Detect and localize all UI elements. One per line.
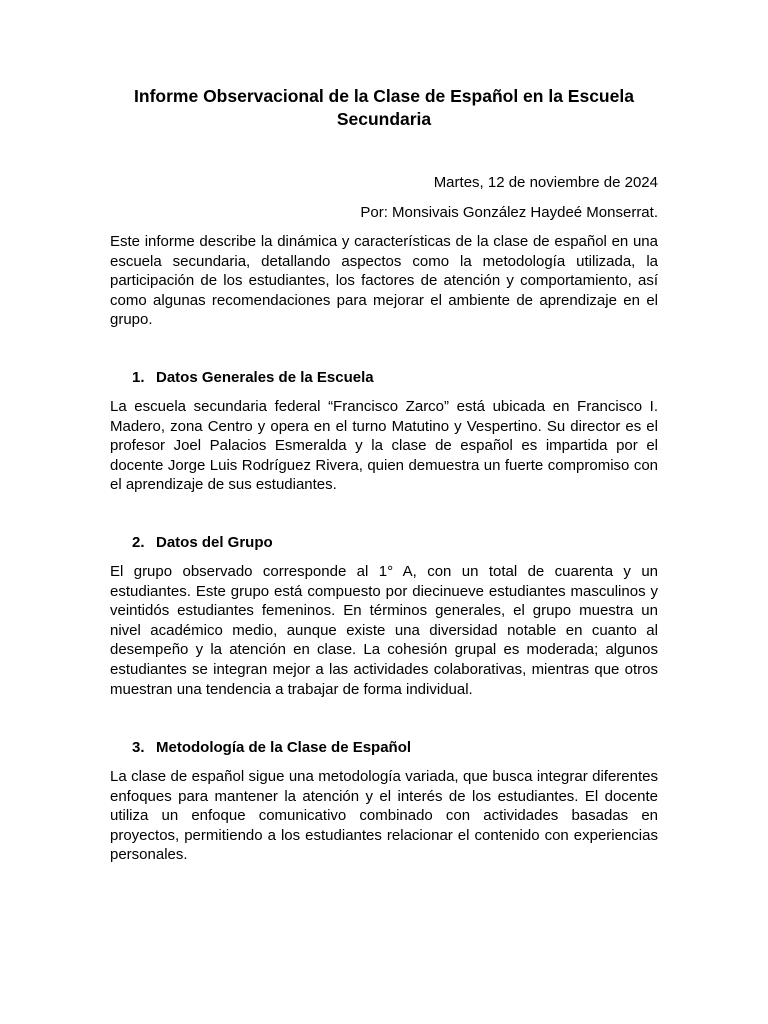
section-heading-3 [132, 739, 411, 757]
section-title: Datos del Grupo [156, 534, 273, 551]
section-body-2: El grupo observado corresponde al 1° A, con un total de cuarenta y un estudiantes. Este grupo está compuesto por diecinueve estudiantes masculinos y veintidós estudiantes femeninos. En términos generales, el grupo muestra un nivel académico medio, aunque existe una diversidad notable en cuanto al desempeño y la atención en clase. La cohesión grupal es moderada; algunos estudiantes se integran mejor a las actividades colaborativas, mientras que otros muestran una tendencia a trabajar de forma individual. [110, 563, 658, 698]
intro-paragraph: Este informe describe la dinámica y características de la clase de español en una escuela secundaria, detallando aspectos como la metodología utilizada, la participación de los estudiantes, los factores de atención y comportamiento, así como algunas recomendaciones para mejorar el ambiente de aprendizaje en el grupo. [110, 233, 658, 329]
section-body-1: La escuela secundaria federal “Francisco Zarco” está ubicada en Francisco I. Madero, zona Centro y opera en el turno Matutino y Vespertino. Su director es el profesor Joel Palacios Esmeralda y la clase de español es impartida por el docente Jorge Luis Rodríguez Rivera, quien demuestra un fuerte compromiso con el aprendizaje de sus estudiantes. [110, 398, 658, 494]
section-title: Datos Generales de la Escuela [156, 369, 374, 386]
document-title: Informe Observacional de la Clase de Español en la Escuela Secundaria [134, 86, 634, 129]
section-body-3: La clase de español sigue una metodología variada, que busca integrar diferentes enfoques para mantener la atención y el interés de los estudiantes. El docente utiliza un enfoque comunicativo combinado con actividades basadas en proyectos, permitiendo a los estudiantes relacionar el contenido con experiencias personales. [110, 768, 658, 864]
section-number: 3. [132, 739, 145, 756]
section-title: Metodología de la Clase de Español [156, 739, 412, 756]
section-number: 2. [132, 534, 145, 551]
document-date: Martes, 12 de noviembre de 2024 [433, 174, 658, 191]
section-heading-1 [132, 369, 374, 387]
section-heading-2 [132, 534, 273, 552]
document-author: Por: Monsivais González Haydeé Monserrat. [360, 204, 658, 221]
section-number: 1. [132, 369, 145, 386]
